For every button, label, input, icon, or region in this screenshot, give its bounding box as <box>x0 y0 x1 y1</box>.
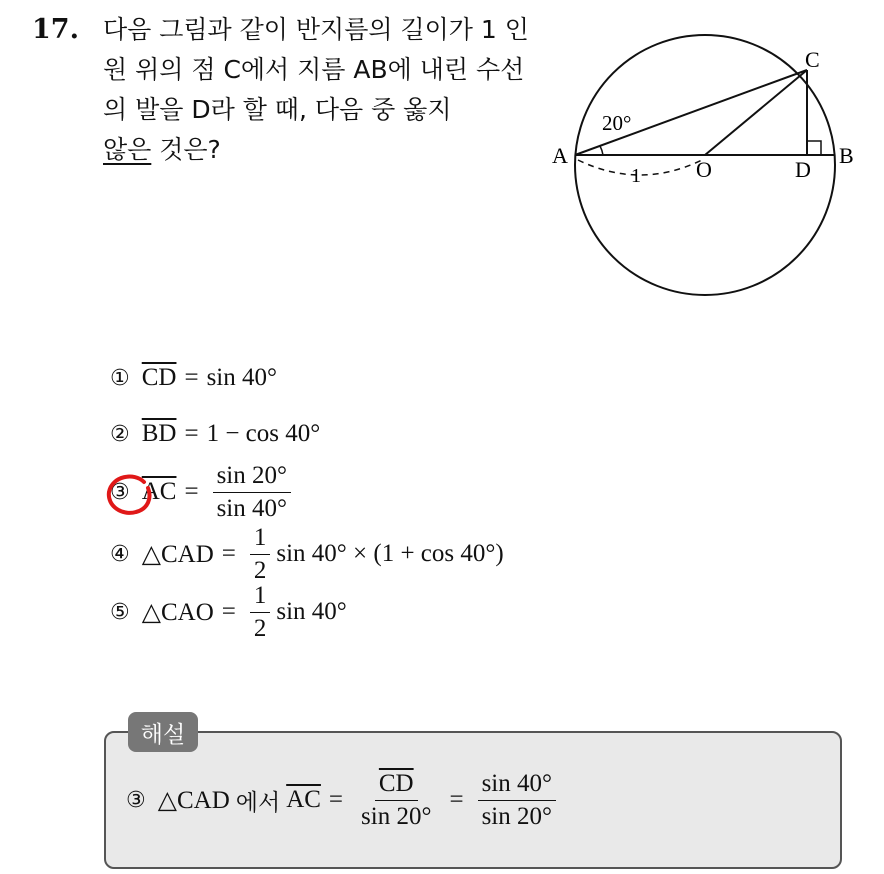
choice-fraction <box>250 524 271 584</box>
label-d: D <box>795 157 811 182</box>
choice-lhs: $\overline{AC}$ <box>141 478 177 505</box>
equals-sign: = <box>221 540 236 567</box>
choice-rhs: sin 40° <box>276 598 347 625</box>
question-body: 다음 그림과 같이 반지름의 길이가 1 인 원 위의 점 C에서 지름 AB에 내린 수선의 발을 D라 할 때, 다음 중 옳지 <box>103 15 529 124</box>
angle-label: 20° <box>602 111 632 135</box>
choice-1 <box>110 364 277 392</box>
solution-lhs: $\overline{AC}$ <box>286 786 321 813</box>
equals-sign: = <box>328 786 344 813</box>
fraction-numerator: $\overline{CD}$ <box>375 770 418 801</box>
fraction-denominator: sin 20° <box>361 802 432 830</box>
choice-number: ④ <box>110 541 130 567</box>
equals-sign: = <box>184 364 199 391</box>
label-a: A <box>552 143 568 168</box>
solution-tag: 해설 <box>128 712 198 752</box>
choice-rhs: sin 40° × (1 + cos 40°) <box>276 540 504 567</box>
choice-5 <box>110 582 347 642</box>
equals-sign: = <box>221 598 236 625</box>
choice-number: ⑤ <box>110 599 130 625</box>
choice-fraction <box>250 582 271 642</box>
solution-triangle: △CAD <box>157 787 230 814</box>
solution-fraction-2 <box>478 770 556 830</box>
fraction-numerator: 1 <box>250 582 271 613</box>
answer-circle-mark <box>104 472 156 518</box>
equals-sign: = <box>449 786 464 813</box>
fraction-denominator: 2 <box>253 556 267 584</box>
solution-word: 에서 <box>235 789 281 816</box>
solution-line <box>126 770 562 830</box>
question-number: 17. <box>32 14 79 45</box>
label-o: O <box>696 157 712 182</box>
fraction-numerator: 1 <box>250 524 271 555</box>
choice-2 <box>110 420 320 448</box>
fraction-denominator: 2 <box>253 614 267 642</box>
fraction-numerator: sin 40° <box>478 770 556 801</box>
choice-number: ③ <box>110 479 130 505</box>
choice-rhs: sin 40° <box>206 364 278 391</box>
label-c: C <box>805 47 820 72</box>
choice-rhs: 1 − cos 40° <box>206 420 321 447</box>
equals-sign: = <box>184 420 199 447</box>
label-b: B <box>839 143 854 168</box>
choice-number: ① <box>110 365 130 391</box>
choice-number: ② <box>110 421 130 447</box>
question-end: 것은? <box>151 135 221 164</box>
segment-oc <box>705 70 807 155</box>
choice-lhs: $\overline{CD}$ <box>141 364 177 391</box>
question-text <box>103 10 533 170</box>
radius-label: 1 <box>631 165 641 187</box>
angle-arc <box>600 146 603 155</box>
circle-figure <box>548 10 858 300</box>
fraction-denominator: sin 40° <box>216 494 288 522</box>
choice-fraction <box>213 462 291 522</box>
fraction-numerator: sin 20° <box>213 462 291 493</box>
choice-lhs: △CAD <box>141 541 214 568</box>
solution-number: ③ <box>126 787 146 813</box>
choice-lhs: △CAO <box>141 599 214 626</box>
equals-sign: = <box>184 478 199 505</box>
fraction-denominator: sin 20° <box>481 802 553 830</box>
right-angle-mark <box>807 141 821 155</box>
choice-lhs: $\overline{BD}$ <box>141 420 177 447</box>
solution-fraction-1 <box>357 770 435 830</box>
choice-4 <box>110 524 504 584</box>
question-underlined: 않은 <box>103 135 152 164</box>
